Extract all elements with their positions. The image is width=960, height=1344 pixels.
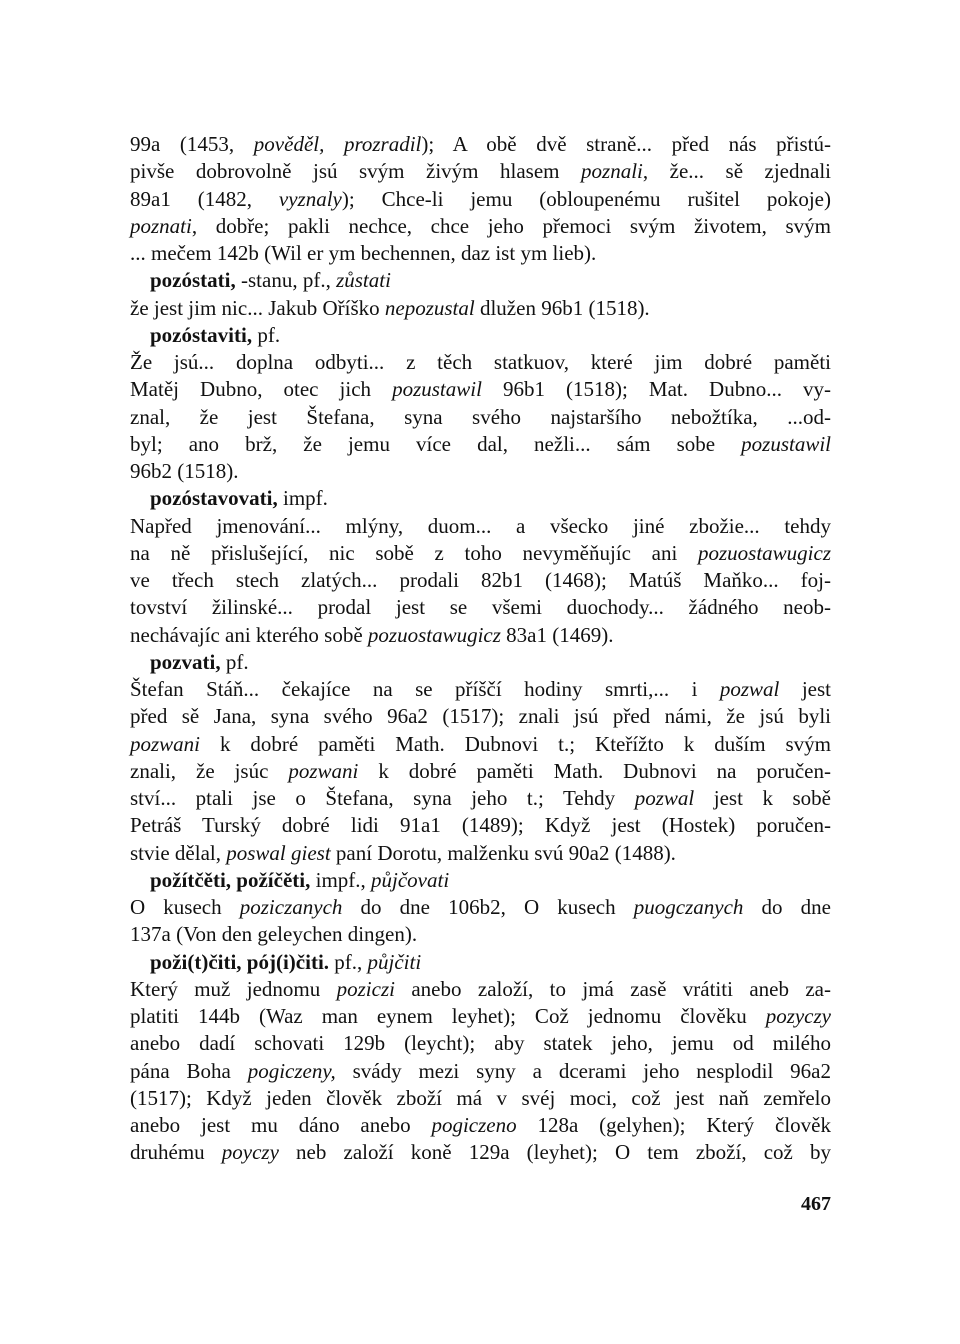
text-line	[130, 1030, 831, 1056]
text-segment: ); Chce-li jemu (obloupenému rušitel pokoje)	[341, 186, 831, 211]
italic-term: zůstati	[336, 268, 391, 293]
entry-headword-line	[150, 649, 831, 675]
text-segment: anebo dadí schovati 129b (leycht); aby statek jeho, jemu od milého	[130, 1031, 831, 1056]
text-segment: jest	[779, 677, 831, 701]
entry-headword-line	[150, 949, 831, 975]
italic-term: vyznaly	[278, 186, 342, 211]
text-segment: před sě Jana, syna svého 96a2 (1517); znali jsú před námi, že jsú byli	[130, 704, 831, 729]
italic-term: pozwal	[719, 677, 780, 701]
text-segment: druhému	[130, 1140, 222, 1165]
text-segment: do dne	[743, 895, 831, 919]
headword: pozóstati,	[150, 268, 241, 293]
italic-term: poznali	[581, 159, 643, 184]
italic-term: pozustawil	[392, 377, 482, 402]
text-segment: 128a (gelyhen); Který člověk	[516, 1113, 831, 1137]
text-segment: svády mezi syny a dcerami jeho nesplodil 96a2	[335, 1058, 831, 1083]
text-line	[130, 404, 831, 430]
text-segment: 89a1 (1482,	[130, 186, 279, 211]
text-segment: 137a (Von den geleychen dingen).	[130, 922, 418, 947]
text-segment: neb založí koně 129a (leyhet); O tem zboží, což by	[278, 1140, 831, 1165]
text-line	[130, 1003, 831, 1029]
text-segment: O kusech	[130, 895, 240, 919]
text-segment: ství... ptali jse o Štefana, syna jeho t.; Tehdy	[130, 786, 635, 810]
text-segment: ve třech stech zlatých... prodali 82b1 (1468); Matúš Maňko... foj-	[130, 568, 831, 592]
text-line	[130, 894, 831, 920]
text-line	[130, 731, 831, 757]
italic-term: pogiczeny,	[247, 1058, 336, 1083]
entry-headword-line	[150, 485, 831, 511]
text-segment: 96b1 (1518); Mat. Dubno... vy-	[481, 377, 831, 402]
text-line	[130, 158, 831, 184]
text-line	[130, 213, 831, 239]
text-segment: nechávajíc ani kterého sobě	[130, 622, 368, 647]
text-segment: 96b2 (1518).	[130, 459, 239, 483]
italic-term: nepozustal	[384, 295, 475, 320]
text-segment: jest k sobě	[694, 786, 831, 810]
text-segment: dlužen 96b1 (1518).	[474, 295, 650, 320]
text-line	[130, 540, 831, 566]
text-line	[130, 812, 831, 838]
italic-term: pozuostawugicz	[697, 540, 831, 565]
italic-term: poznati	[130, 213, 192, 238]
headword: poži(t)čiti, pój(i)čiti.	[150, 949, 335, 974]
text-line	[130, 1058, 831, 1084]
text-line	[130, 513, 831, 539]
text-segment: k dobré paměti Math. Dubnovi na poručen-	[358, 758, 831, 783]
italic-term: pozuostawugicz	[367, 622, 501, 647]
italic-term: pozwal	[634, 786, 695, 810]
text-line	[130, 295, 831, 321]
text-line	[130, 1139, 831, 1165]
headword: požítčěti, požíčěti,	[150, 867, 316, 892]
text-segment: k dobré paměti Math. Dubnovi t.; Kteřížto k duším svým	[200, 731, 831, 756]
text-segment: Který muž jednomu	[130, 976, 337, 1001]
text-line	[130, 594, 831, 620]
text-segment: byl; ano brž, že jemu více dal, nežli... sám sobe	[130, 431, 742, 456]
entry-headword-line	[150, 867, 831, 893]
text-line	[130, 186, 831, 212]
text-segment: 83a1 (1469).	[500, 622, 614, 647]
text-segment: 99a (1453,	[130, 132, 254, 156]
text-segment: že jest jim nic... Jakub Oříško	[130, 295, 385, 320]
italic-term: poswal giest	[226, 840, 331, 865]
text-line	[130, 458, 831, 484]
italic-term: pozyczy	[765, 1004, 831, 1028]
text-line	[130, 622, 831, 648]
text-segment: impf.,	[315, 867, 372, 892]
italic-term: půjčiti	[367, 949, 422, 974]
text-segment: Že jsú... doplna odbyti... z těch statkuov, které jim dobré paměti	[130, 350, 831, 374]
entry-headword-line	[150, 322, 831, 348]
text-segment: -stanu, pf.,	[241, 268, 337, 293]
italic-term: půjčovati	[371, 867, 450, 892]
text-line	[130, 758, 831, 784]
text-segment: anebo založí, to jmá zasě vrátiti aneb za-	[394, 976, 831, 1001]
text-segment: pf.	[257, 322, 281, 347]
text-segment: impf.	[283, 486, 328, 511]
text-segment: Petráš Turský dobré lidi 91a1 (1489); Když jest (Hostek) poručen-	[130, 813, 831, 838]
text-line	[130, 431, 831, 457]
italic-term: poziczi	[336, 976, 395, 1001]
text-line	[130, 349, 831, 375]
text-segment: Napřed jmenování... mlýny, duom... a všecko jiné zbožie... tehdy	[130, 513, 831, 538]
headword: pozóstavovati,	[150, 486, 283, 511]
italic-term: poyczy	[221, 1140, 279, 1165]
text-segment: tovství žilinské... prodal jest se všemi duochody... žádného neob-	[130, 595, 831, 620]
text-segment: do dne 106b2, O kusech	[342, 895, 634, 919]
text-segment: , dobře; pakli nechce, chce jeho přemoci svým životem, svým	[191, 213, 831, 238]
italic-term: pozwani	[288, 758, 359, 783]
text-line	[130, 1112, 831, 1138]
text-segment: (1517); Když jeden člověk zboží má v svéj moci, což jest naň zemřelo	[130, 1085, 831, 1110]
italic-term: poziczanych	[239, 895, 343, 919]
text-segment: pf.	[225, 649, 249, 674]
text-segment: znal, že jest Štefana, syna svého najstaršího nebožtíka, ...od-	[130, 404, 831, 429]
text-line	[130, 376, 831, 402]
text-line	[130, 785, 831, 811]
text-segment: na ně přislušející, nic sobě z toho nevyměňujíc ani	[130, 540, 698, 565]
text-segment: pána Boha	[130, 1058, 248, 1083]
text-line	[130, 131, 831, 157]
text-line	[130, 840, 831, 866]
text-segment: paní Dorotu, malženku svú 90a2 (1488).	[330, 840, 676, 865]
text-segment: ... mečem 142b (Wil er ym bechennen, daz ist ym lieb).	[130, 241, 597, 265]
text-segment: anebo jest mu dáno anebo	[130, 1113, 432, 1137]
italic-term: puogczanych	[633, 895, 744, 919]
text-line	[130, 921, 831, 947]
text-segment: ); A obě dvě straně... před nás přistú-	[421, 132, 831, 156]
headword: pozóstaviti,	[150, 322, 258, 347]
text-segment: pivše dobrovolně jsú svým živým hlasem	[130, 159, 582, 184]
italic-term: pozwani	[130, 731, 201, 756]
text-segment: platiti 144b (Waz man eynem leyhet); Což jednomu člověku	[130, 1004, 766, 1028]
text-segment: Štefan Stáň... čekajíce na se příščí hodiny smrti,... i	[130, 677, 720, 701]
text-line	[130, 703, 831, 729]
entry-headword-line	[150, 267, 831, 293]
text-segment: Matěj Dubno, otec jich	[130, 377, 393, 402]
text-segment: stvie dělal,	[130, 840, 227, 865]
text-line	[130, 1085, 831, 1111]
italic-term: pozustawil	[741, 431, 831, 456]
text-segment: znali, že jsúc	[130, 758, 289, 783]
text-line	[130, 676, 831, 702]
text-line	[130, 567, 831, 593]
headword: pozvati,	[150, 649, 226, 674]
page-number: 467	[801, 1193, 831, 1215]
text-segment: , že... sě zjednali	[642, 159, 831, 184]
text-line	[130, 976, 831, 1002]
text-line	[130, 240, 831, 266]
text-segment: pf.,	[334, 949, 368, 974]
italic-term: pogiczeno	[431, 1113, 517, 1137]
italic-term: pověděl, prozradil	[253, 132, 422, 156]
